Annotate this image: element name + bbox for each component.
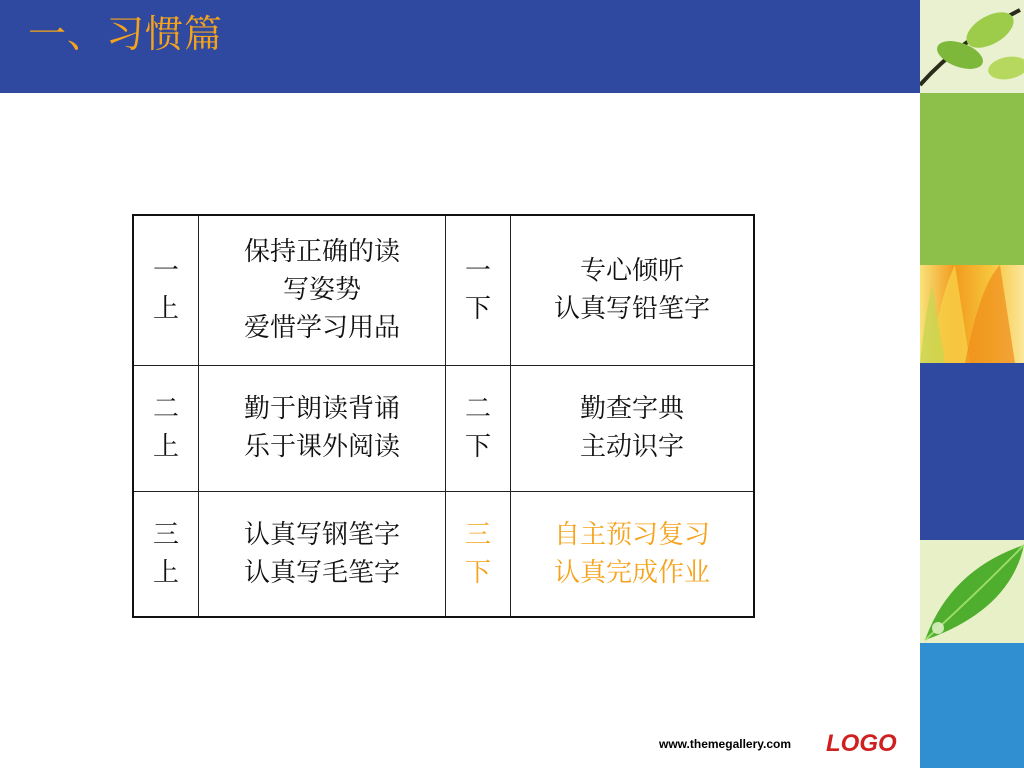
sidebar-tile-petals	[920, 265, 1024, 363]
sidebar-tile-sky	[920, 643, 1024, 768]
footer-url: www.themegallery.com	[659, 737, 792, 751]
habit-cell: 勤于朗读背诵 乐于课外阅读	[199, 365, 446, 491]
sidebar-tile-blue	[920, 363, 1024, 540]
green-leaf-drop-icon	[920, 540, 1024, 643]
habit-cell: 专心倾听 认真写铅笔字	[511, 215, 755, 365]
grade-cell: 三 上	[133, 491, 199, 617]
grade-cell-highlight: 三 下	[446, 491, 511, 617]
tulip-petals-icon	[920, 265, 1024, 363]
grade-cell: 二 下	[446, 365, 511, 491]
slide-title: 一、习惯篇	[28, 12, 224, 56]
habit-cell: 勤查字典 主动识字	[511, 365, 755, 491]
grade-cell: 一 下	[446, 215, 511, 365]
table-row	[133, 491, 754, 617]
footer-logo: LOGO	[826, 730, 897, 757]
sidebar-tile-leaf	[920, 540, 1024, 643]
grade-cell: 一 上	[133, 215, 199, 365]
table-row	[133, 365, 754, 491]
habit-cell-highlight: 自主预习复习 认真完成作业	[511, 491, 755, 617]
sidebar-tile-green	[920, 93, 1024, 265]
header-bar	[0, 0, 920, 93]
sidebar-tile-leaves	[920, 0, 1024, 93]
habits-table	[132, 214, 755, 618]
habit-cell: 认真写钢笔字 认真写毛笔字	[199, 491, 446, 617]
grade-cell: 二 上	[133, 365, 199, 491]
table-row	[133, 215, 754, 365]
decorative-sidebar	[920, 0, 1024, 768]
habit-cell: 保持正确的读 写姿势 爱惜学习用品	[199, 215, 446, 365]
leaf-branch-icon	[920, 0, 1024, 93]
